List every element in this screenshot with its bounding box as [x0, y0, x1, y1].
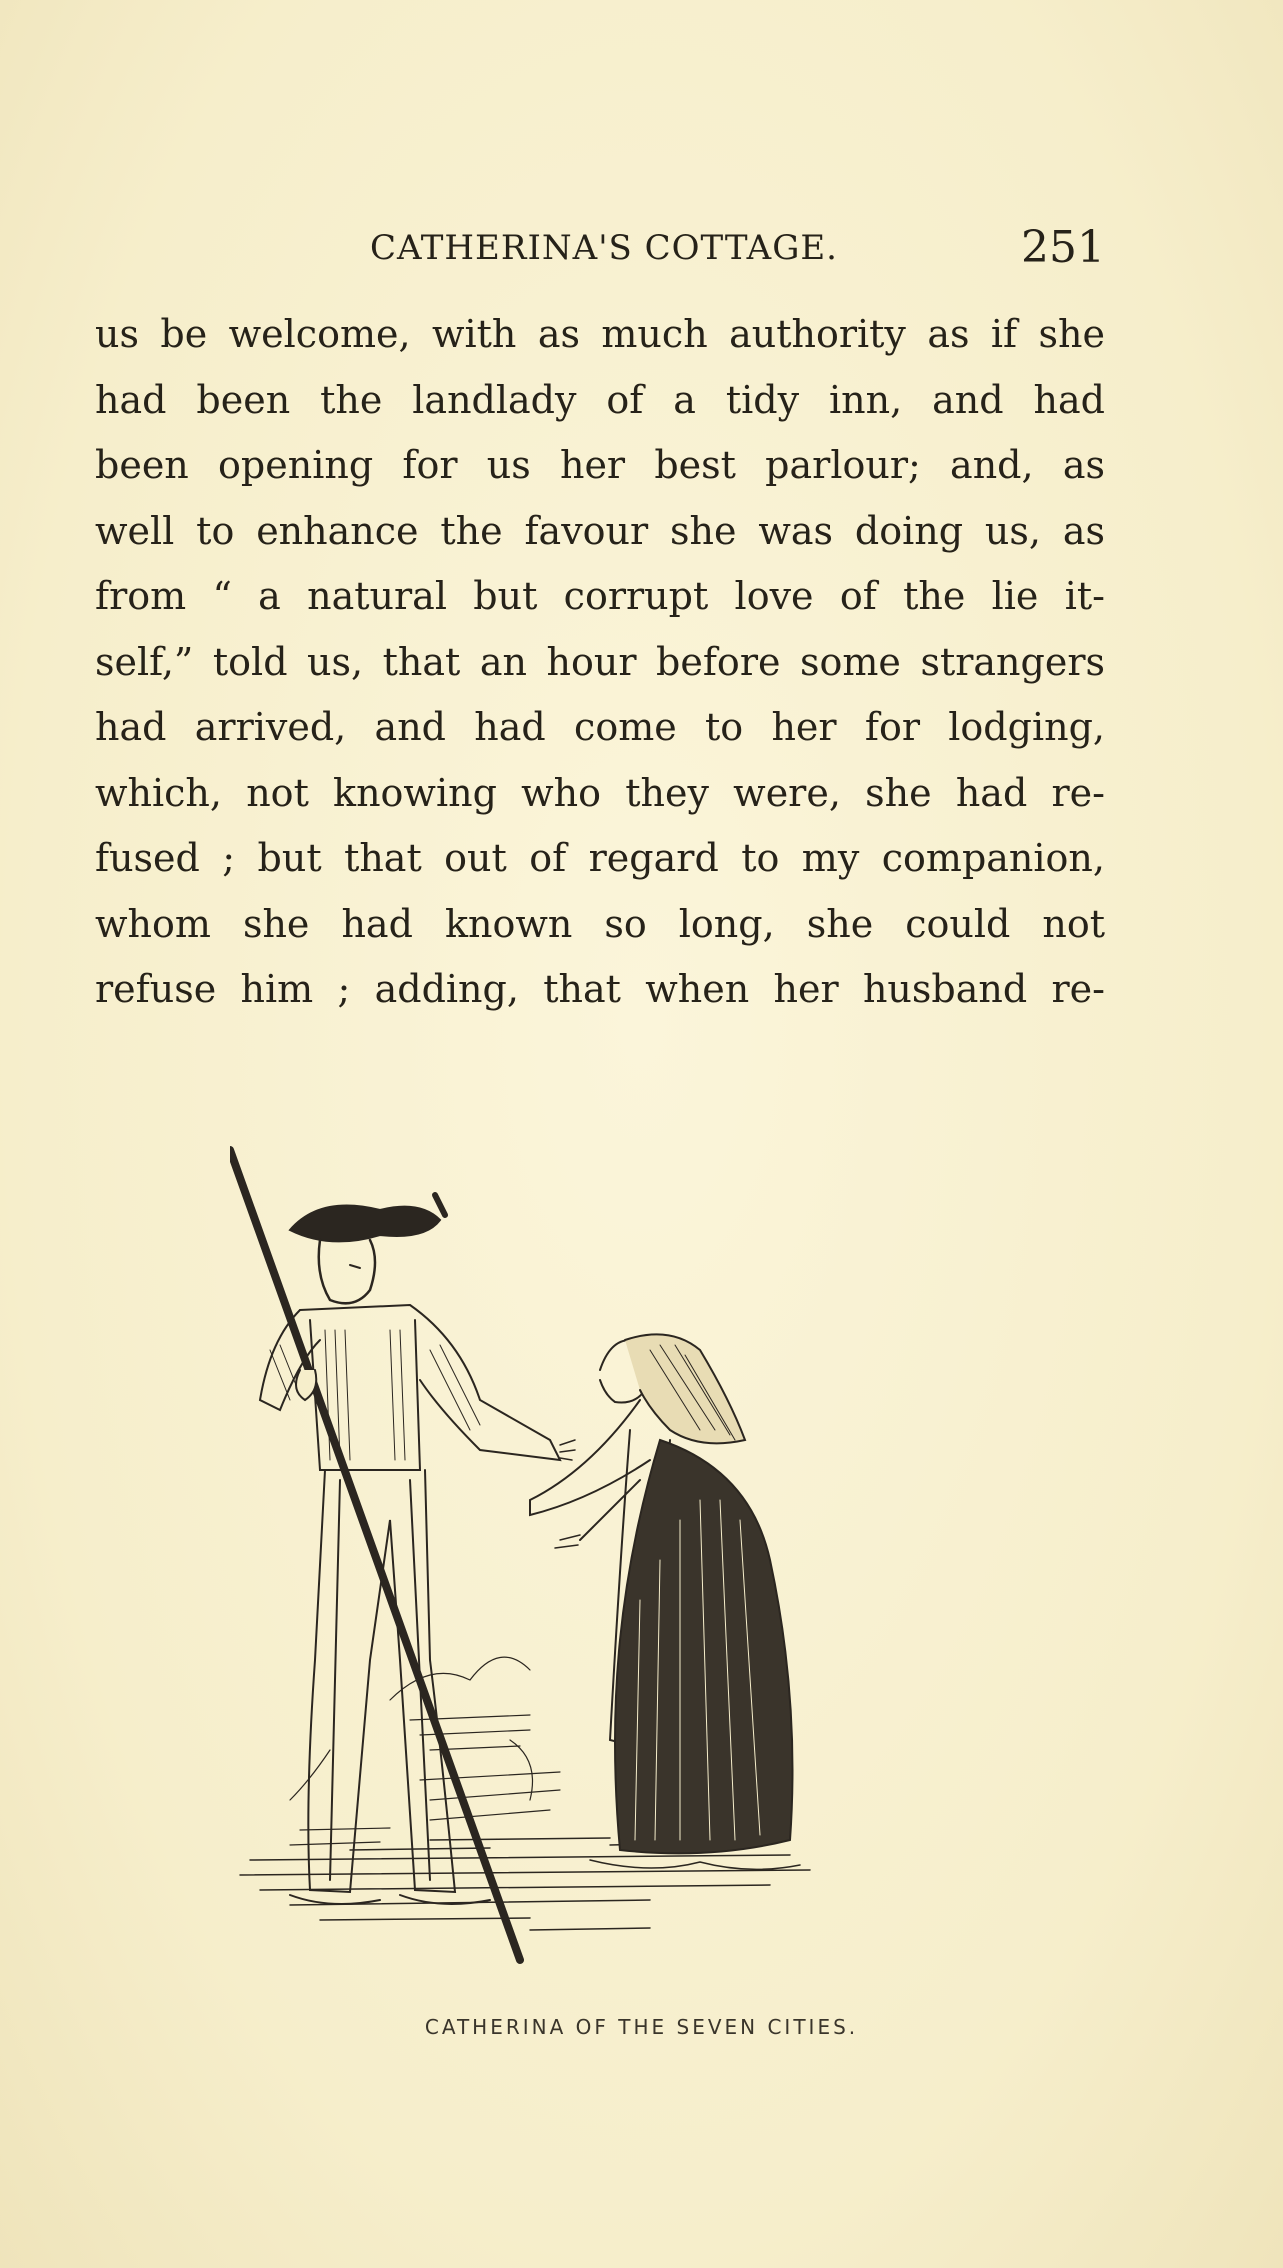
- man-head: [319, 1240, 375, 1303]
- body-text: [95, 302, 1105, 1023]
- page-number: 251: [1021, 222, 1105, 273]
- text-line: fused ; but that out of regard to my companion,: [95, 836, 1105, 880]
- page-header: [95, 222, 1105, 282]
- running-head: CATHERINA'S COTTAGE.: [370, 228, 838, 268]
- engraving-illustration: [230, 1140, 1010, 1980]
- text-line: refuse him ; adding, that when her husband re-: [95, 967, 1105, 1011]
- text-line: which, not knowing who they were, she had re-: [95, 770, 1105, 815]
- text-line: well to enhance the favour she was doing us, as: [95, 508, 1105, 553]
- text-line: been opening for us her best parlour; and, as: [95, 443, 1105, 487]
- text-line: whom she had known so long, she could not: [95, 901, 1105, 946]
- text-line: had been the landlady of a tidy inn, and had: [95, 377, 1105, 422]
- man-figure: [260, 1305, 575, 1904]
- text-line: self,” told us, that an hour before some strangers: [95, 639, 1105, 684]
- text-line: from “ a natural but corrupt love of the lie it-: [95, 574, 1105, 618]
- text-line: had arrived, and had come to her for lodging,: [95, 705, 1105, 749]
- text-line: us be welcome, with as much authority as if she: [95, 312, 1105, 356]
- man-hat: [290, 1206, 440, 1242]
- woman-figure: [530, 1334, 800, 1869]
- woman-dress: [615, 1440, 793, 1853]
- illustration-caption: CATHERINA OF THE SEVEN CITIES.: [424, 2015, 859, 2039]
